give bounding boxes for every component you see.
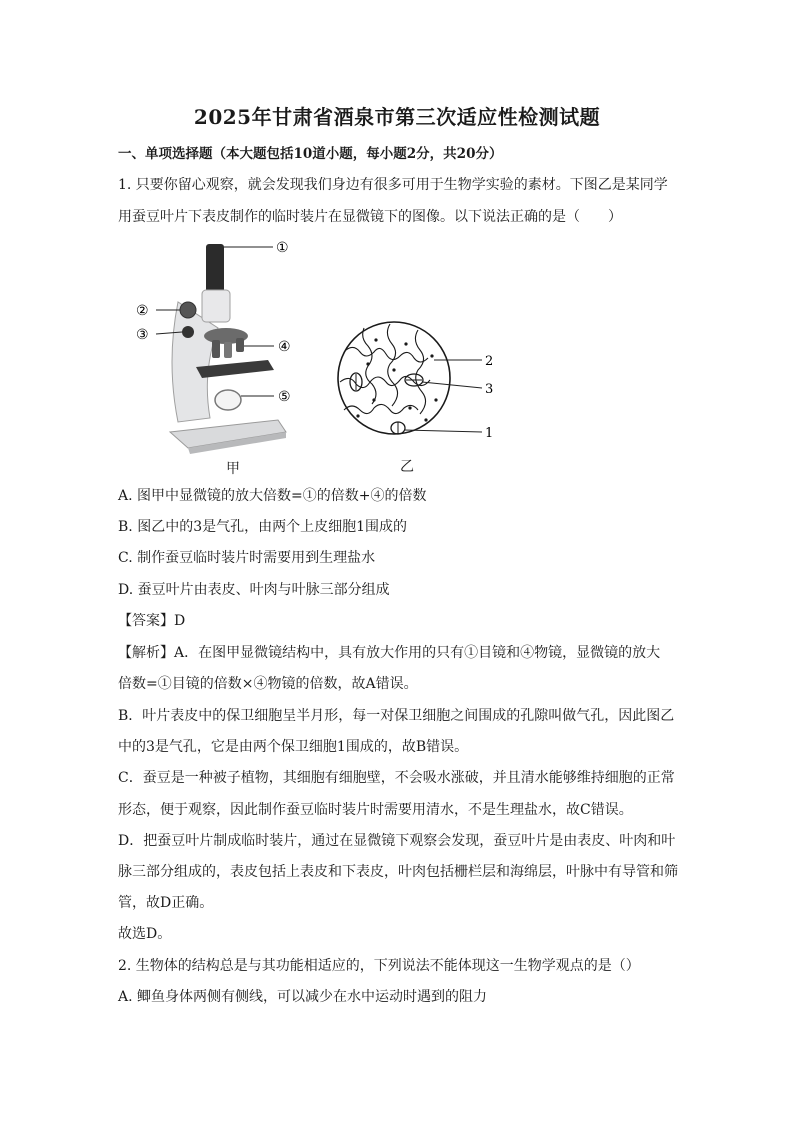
label-2: 2	[485, 354, 494, 369]
analysis-line: D．把蚕豆叶片制成临时装片，通过在显微镜下观察会发现，蚕豆叶片是由表皮、叶肉和叶	[118, 833, 676, 849]
question-2-stem: 2. 生物体的结构总是与其功能相适应的，下列说法不能体现这一生物学观点的是（）	[118, 958, 640, 974]
question-1-answer: 【答案】D	[118, 613, 186, 629]
microscope-illustration	[136, 240, 291, 454]
question-1-option-c: C. 制作蚕豆临时装片时需要用到生理盐水	[118, 550, 376, 566]
epidermis-illustration	[338, 322, 493, 441]
question-1-option-b: B. 图乙中的3是气孔，由两个上皮细胞1围成的	[118, 519, 408, 535]
marker-5: ⑤	[278, 389, 291, 405]
marker-3: ③	[136, 327, 149, 343]
question-1-figure	[118, 232, 538, 482]
page-title: 2025年甘肃省酒泉市第三次适应性检测试题	[193, 105, 601, 129]
analysis-line: 【解析】A．在图甲显微镜结构中，具有放大作用的只有①目镜和④物镜，显微镜的放大	[118, 645, 661, 661]
marker-2: ②	[136, 303, 149, 319]
analysis-conclusion: 故选D。	[118, 926, 172, 942]
analysis-line: 形态，便于观察，因此制作蚕豆临时装片时需要用清水，不是生理盐水，故C错误。	[118, 802, 633, 818]
question-1-stem-line-1: 1. 只要你留心观察，就会发现我们身边有很多可用于生物学实验的素材。下图乙是某同学	[118, 177, 668, 193]
figure-drawing	[118, 232, 538, 482]
marker-1: ①	[276, 240, 289, 256]
analysis-line: 脉三部分组成的，表皮包括上表皮和下表皮，叶肉包括栅栏层和海绵层，叶脉中有导管和筛	[118, 864, 678, 880]
figure-label-jia: 甲	[226, 461, 240, 477]
analysis-line: 管，故D正确。	[118, 895, 214, 911]
marker-4: ④	[278, 339, 291, 355]
figure-label-yi: 乙	[400, 459, 414, 475]
question-2-option-a: A. 鲫鱼身体两侧有侧线，可以减少在水中运动时遇到的阻力	[118, 989, 488, 1005]
label-1: 1	[485, 426, 494, 441]
analysis-line: C．蚕豆是一种被子植物，其细胞有细胞壁，不会吸水涨破，并且清水能够维持细胞的正常	[118, 770, 675, 786]
question-1-option-a: A. 图甲中显微镜的放大倍数=①的倍数+④的倍数	[118, 488, 427, 504]
question-1-option-d: D. 蚕豆叶片由表皮、叶肉与叶脉三部分组成	[118, 582, 390, 598]
label-3: 3	[485, 382, 494, 397]
question-1-stem-line-2: 用蚕豆叶片下表皮制作的临时装片在显微镜下的图像。以下说法正确的是（ ）	[118, 209, 622, 225]
analysis-line: 倍数=①目镜的倍数×④物镜的倍数，故A错误。	[118, 676, 418, 692]
analysis-line: B．叶片表皮中的保卫细胞呈半月形，每一对保卫细胞之间围成的孔隙叫做气孔，因此图乙	[118, 708, 675, 724]
analysis-line: 中的3是气孔，它是由两个保卫细胞1围成的，故B错误。	[118, 739, 469, 755]
section-heading: 一、单项选择题（本大题包括10道小题，每小题2分，共20分）	[118, 146, 503, 162]
